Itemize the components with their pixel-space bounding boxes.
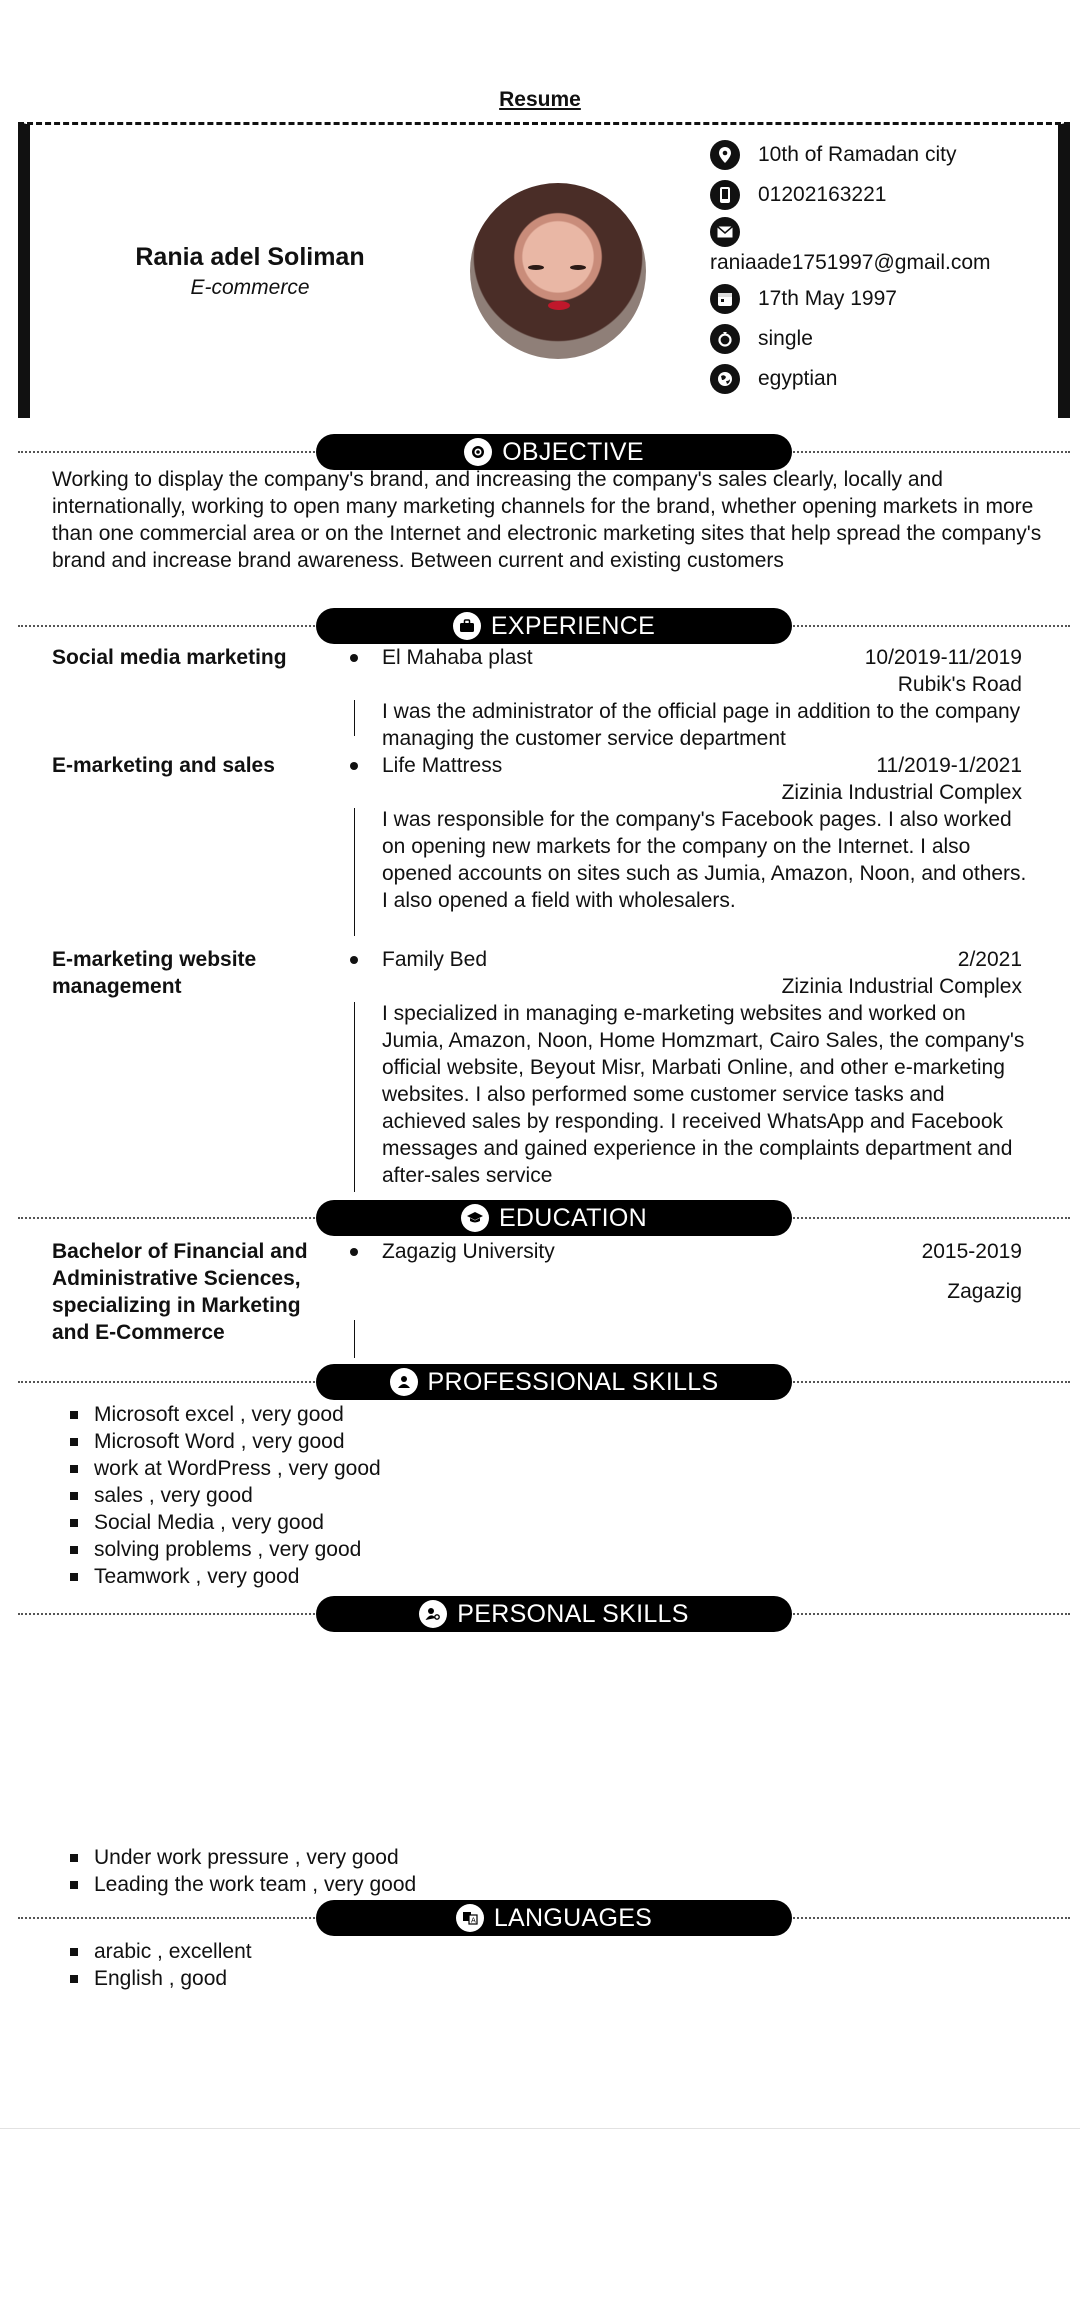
contact-list — [710, 135, 1070, 399]
section-pill — [316, 1364, 792, 1400]
calendar-icon — [710, 284, 740, 314]
contact-email-icon-row — [710, 215, 1070, 249]
experience-company: El Mahaba plast — [382, 646, 533, 669]
contact-phone-text: 01202163221 — [758, 183, 887, 206]
avatar — [470, 183, 646, 359]
contact-nationality — [710, 359, 1070, 399]
section-languages — [18, 1900, 1070, 1936]
section-education — [18, 1200, 1070, 1236]
education-place: Zagazig — [947, 1280, 1022, 1303]
section-professional-skills — [18, 1364, 1070, 1400]
contact-address — [710, 135, 1070, 175]
full-name: Rania adel Soliman — [135, 243, 365, 271]
globe-icon — [710, 364, 740, 394]
experience-entry — [52, 644, 1042, 752]
contact-email-text[interactable]: raniaade1751997@gmail.com — [710, 251, 991, 274]
section-pill — [316, 1596, 792, 1632]
user-search-icon — [419, 1600, 447, 1628]
education-entry — [52, 1238, 1042, 1362]
experience-date: 2/2021 — [957, 948, 1022, 971]
timeline-line — [354, 1002, 355, 1192]
experience-date: 11/2019-1/2021 — [876, 754, 1022, 777]
section-pill — [316, 1900, 792, 1936]
section-title-education: EDUCATION — [498, 1203, 648, 1232]
languages-list — [70, 1938, 252, 1992]
timeline-line — [354, 808, 355, 936]
timeline-dot — [350, 1248, 358, 1256]
section-title-experience: EXPERIENCE — [490, 611, 656, 640]
experience-entry — [52, 752, 1042, 942]
objective-text: Working to display the company's brand, and increasing the company's sales clearly, locally and internationally, working to open many marketing channels for the brand, whether opening markets in more than one commercial area or on the Internet and electronic marketing sites that help spread the company's brand and increase brand awareness. Between current and existing customers — [52, 468, 1042, 572]
location-icon — [710, 140, 740, 170]
list-item: work at WordPress , very good — [70, 1455, 381, 1482]
briefcase-icon — [453, 612, 481, 640]
section-experience — [18, 608, 1070, 644]
timeline-dot — [350, 762, 358, 770]
header-box — [18, 122, 1070, 418]
timeline-line — [354, 1320, 355, 1358]
experience-place: Zizinia Industrial Complex — [781, 975, 1022, 998]
list-item: Teamwork , very good — [70, 1563, 381, 1590]
avatar-eye-left — [528, 265, 544, 270]
professional-skills-list — [70, 1401, 381, 1590]
experience-description: I was responsible for the company's Facebook pages. I also worked on opening new markets for the company on the Internet. I also opened accounts on sites such as Jumia, Amazon, Noon, and others. I also opened a field with wholesalers. — [382, 808, 1027, 912]
page-bottom-divider — [0, 2128, 1080, 2129]
experience-title: E-marketing and sales — [52, 754, 275, 777]
timeline-line — [354, 700, 355, 736]
section-title-personal-skills: PERSONAL SKILLS — [457, 1599, 689, 1628]
section-title-languages: LANGUAGES — [493, 1903, 653, 1932]
list-item: Under work pressure , very good — [70, 1844, 416, 1871]
graduation-cap-icon — [461, 1204, 489, 1232]
list-item: solving problems , very good — [70, 1536, 381, 1563]
mail-icon — [710, 217, 740, 247]
contact-birthdate — [710, 279, 1070, 319]
section-pill — [316, 434, 792, 470]
experience-company: Life Mattress — [382, 754, 503, 777]
user-cog-icon — [390, 1368, 418, 1396]
section-personal-skills — [18, 1596, 1070, 1632]
name-block — [100, 243, 400, 300]
education-date: 2015-2019 — [921, 1240, 1022, 1263]
list-item: sales , very good — [70, 1482, 381, 1509]
job-role: E-commerce — [190, 276, 310, 299]
target-icon — [464, 438, 492, 466]
contact-phone — [710, 175, 1070, 215]
contact-address-text: 10th of Ramadan city — [758, 143, 957, 166]
experience-title: Social media marketing — [52, 646, 287, 669]
contact-nationality-text: egyptian — [758, 367, 838, 390]
list-item: Social Media , very good — [70, 1509, 381, 1536]
section-title-objective: OBJECTIVE — [502, 437, 644, 466]
resume-title: Resume — [499, 88, 581, 111]
experience-description: I was the administrator of the official page in addition to the company managing the customer service department — [382, 700, 1021, 750]
contact-birthdate-text: 17th May 1997 — [758, 287, 897, 310]
list-item: Leading the work team , very good — [70, 1871, 416, 1898]
avatar-eye-right — [570, 265, 586, 270]
person-icon — [710, 324, 740, 354]
experience-title: E-marketing website management — [52, 948, 257, 998]
experience-date: 10/2019-11/2019 — [864, 646, 1022, 669]
personal-skills-list — [70, 1844, 416, 1898]
contact-marital-text: single — [758, 327, 813, 350]
section-title-professional-skills: PROFESSIONAL SKILLS — [427, 1367, 719, 1396]
experience-company: Family Bed — [382, 948, 488, 971]
phone-icon — [710, 180, 740, 210]
svg-text:A: A — [470, 1916, 476, 1925]
education-degree: Bachelor of Financial and Administrative Sciences, specializing in Marketing and E-Commerce — [52, 1240, 308, 1344]
list-item: Microsoft Word , very good — [70, 1428, 381, 1455]
timeline-dot — [350, 654, 358, 662]
experience-place: Zizinia Industrial Complex — [781, 781, 1022, 804]
section-pill — [316, 1200, 792, 1236]
translate-icon — [456, 1904, 484, 1932]
section-pill — [316, 608, 792, 644]
experience-entry — [52, 946, 1042, 1196]
list-item: Microsoft excel , very good — [70, 1401, 381, 1428]
experience-description: I specialized in managing e-marketing websites and worked on Jumia, Amazon, Noon, Home Homzmart, Cairo Sales, the company's official website, Beyout Misr, Marbati Online, and other e-marketing websites. I also performed some customer service tasks and achieved sales by responding. I received WhatsApp and Facebook messages and gained experience in the complaints department and after-sales service — [382, 1002, 1025, 1187]
avatar-lips — [548, 301, 570, 310]
contact-marital — [710, 319, 1070, 359]
list-item: English , good — [70, 1965, 252, 1992]
timeline-dot — [350, 956, 358, 964]
experience-place: Rubik's Road — [897, 673, 1022, 696]
section-objective — [18, 434, 1070, 470]
education-institution: Zagazig University — [382, 1240, 555, 1263]
list-item: arabic , excellent — [70, 1938, 252, 1965]
